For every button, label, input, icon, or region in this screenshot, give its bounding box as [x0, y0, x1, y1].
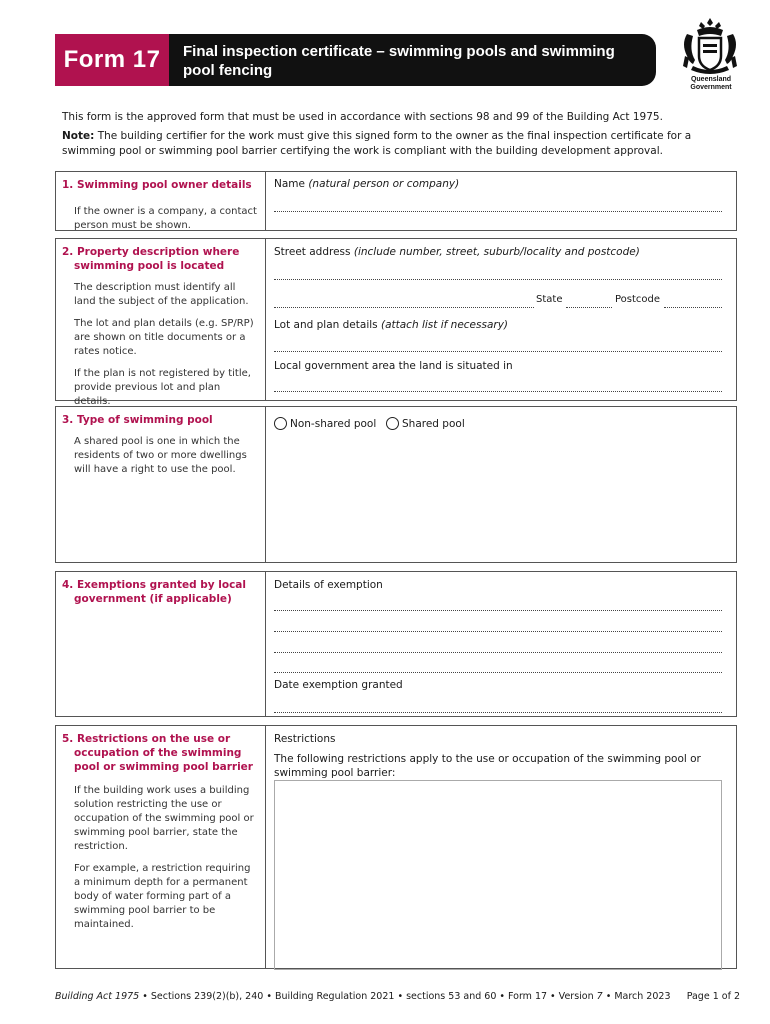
shared-pool-radio[interactable]: [386, 417, 399, 430]
section-3-right: [274, 407, 722, 562]
owner-name-label: [274, 177, 459, 191]
section-4-title: 4. Exemptions granted by local government (if applicable): [62, 579, 246, 605]
section-1-left: [56, 172, 266, 230]
postcode-field[interactable]: [664, 307, 722, 308]
section-4-left: [56, 572, 266, 716]
restrictions-label: Restrictions: [274, 733, 336, 745]
section-5-left: [56, 726, 266, 968]
exemption-date-field[interactable]: [274, 712, 722, 713]
exemption-date-label: Date exemption granted: [274, 679, 403, 691]
note-body: The building certifier for the work must give this signed form to the owner as the final inspection certificate for a swimming pool or swimming pool barrier certifying the work is compliant with the building development approval.: [62, 130, 692, 157]
exemption-details-field-3[interactable]: [274, 652, 722, 653]
lga-field[interactable]: [274, 391, 722, 392]
street-address-field-2[interactable]: [274, 307, 534, 308]
note-label: Note:: [62, 130, 95, 142]
non-shared-pool-radio[interactable]: [274, 417, 287, 430]
section-5-help-2: For example, a restriction requiring a minimum depth for a permanent body of water forming part of a swimming pool barrier to be maintained.: [74, 863, 251, 930]
form-title: Final inspection certificate – swimming pools and swimming pool fencing: [183, 43, 615, 79]
owner-name-hint: (natural person or company): [308, 178, 460, 190]
footer-text: • Sections 239(2)(b), 240 • Building Regulation 2021 • sections 53 and 60 • Form 17 • Version: [139, 991, 597, 1002]
lot-plan-hint: (attach list if necessary): [380, 319, 509, 331]
section-2-left: [56, 239, 266, 407]
shared-pool-option[interactable]: [386, 417, 465, 430]
footer-date: • March 2023: [602, 991, 671, 1002]
form-number: Form 17: [55, 34, 169, 86]
page-number: Page 1 of 2: [686, 991, 740, 1002]
section-5-help-1: If the building work uses a building solution restricting the use or occupation of the swimming pool or swimming pool barrier, state the restriction.: [74, 785, 254, 852]
non-shared-pool-label: Non-shared pool: [290, 417, 377, 430]
section-4-right: [274, 572, 722, 716]
owner-name-field[interactable]: [274, 211, 722, 212]
owner-name-label-text: Name: [274, 178, 305, 190]
section-2-right: [274, 239, 722, 400]
street-address-label-text: Street address: [274, 246, 351, 258]
note-text: [62, 129, 722, 159]
section-2-help-3: If the plan is not registered by title, provide previous lot and plan details.: [74, 368, 251, 407]
state-label: State: [536, 294, 563, 305]
crest-text: Queensland Government: [690, 76, 732, 91]
page-footer: [55, 991, 740, 1003]
lot-plan-label: [274, 318, 508, 332]
section-2-help-1: The description must identify all land the subject of the application.: [74, 282, 249, 307]
section-1-help: If the owner is a company, a contact person must be shown.: [74, 206, 257, 231]
street-address-field-1[interactable]: [274, 279, 722, 280]
section-2-help-2: The lot and plan details (e.g. SP/RP) are shown on title documents or a rates notice.: [74, 318, 254, 357]
street-address-hint: (include number, street, suburb/locality and postcode): [353, 246, 640, 258]
postcode-label: Postcode: [615, 294, 661, 305]
street-address-label: [274, 245, 640, 259]
section-2-title: 2. Property description where swimming pool is located: [62, 246, 240, 272]
restrictions-textarea[interactable]: [274, 780, 722, 970]
exemption-details-field-4[interactable]: [274, 672, 722, 673]
section-exemptions: [55, 571, 737, 717]
section-3-left: [56, 407, 266, 562]
exemption-details-field-2[interactable]: [274, 631, 722, 632]
section-5-title: 5. Restrictions on the use or occupation of the swimming pool or swimming pool barrier: [62, 733, 253, 773]
section-1-title: 1. Swimming pool owner details: [62, 179, 252, 191]
lga-label: Local government area the land is situated in: [274, 360, 513, 372]
section-3-title: 3. Type of swimming pool: [62, 414, 213, 426]
section-1-right: [274, 172, 722, 230]
shared-pool-label: Shared pool: [402, 417, 465, 430]
section-restrictions: [55, 725, 737, 969]
lot-plan-field[interactable]: [274, 351, 722, 352]
section-pool-type: [55, 406, 737, 563]
restrictions-text: The following restrictions apply to the use or occupation of the swimming pool or swimming pool barrier:: [274, 753, 701, 779]
exemption-details-field-1[interactable]: [274, 610, 722, 611]
section-3-help: A shared pool is one in which the residents of two or more dwellings will have a right to use the pool.: [74, 436, 247, 475]
lot-plan-label-text: Lot and plan details: [274, 319, 378, 331]
footer-version: 7: [596, 991, 603, 1002]
section-owner-details: [55, 171, 737, 231]
intro-text: This form is the approved form that must be used in accordance with sections 98 and 99 of the Building Act 1975.: [62, 111, 663, 123]
section-property-description: [55, 238, 737, 407]
non-shared-pool-option[interactable]: [274, 417, 376, 430]
exemption-details-label: Details of exemption: [274, 579, 383, 591]
section-5-right: [274, 726, 722, 968]
form-header: [55, 34, 656, 86]
footer-act: Building Act 1975: [55, 991, 140, 1002]
state-field[interactable]: [566, 307, 612, 308]
